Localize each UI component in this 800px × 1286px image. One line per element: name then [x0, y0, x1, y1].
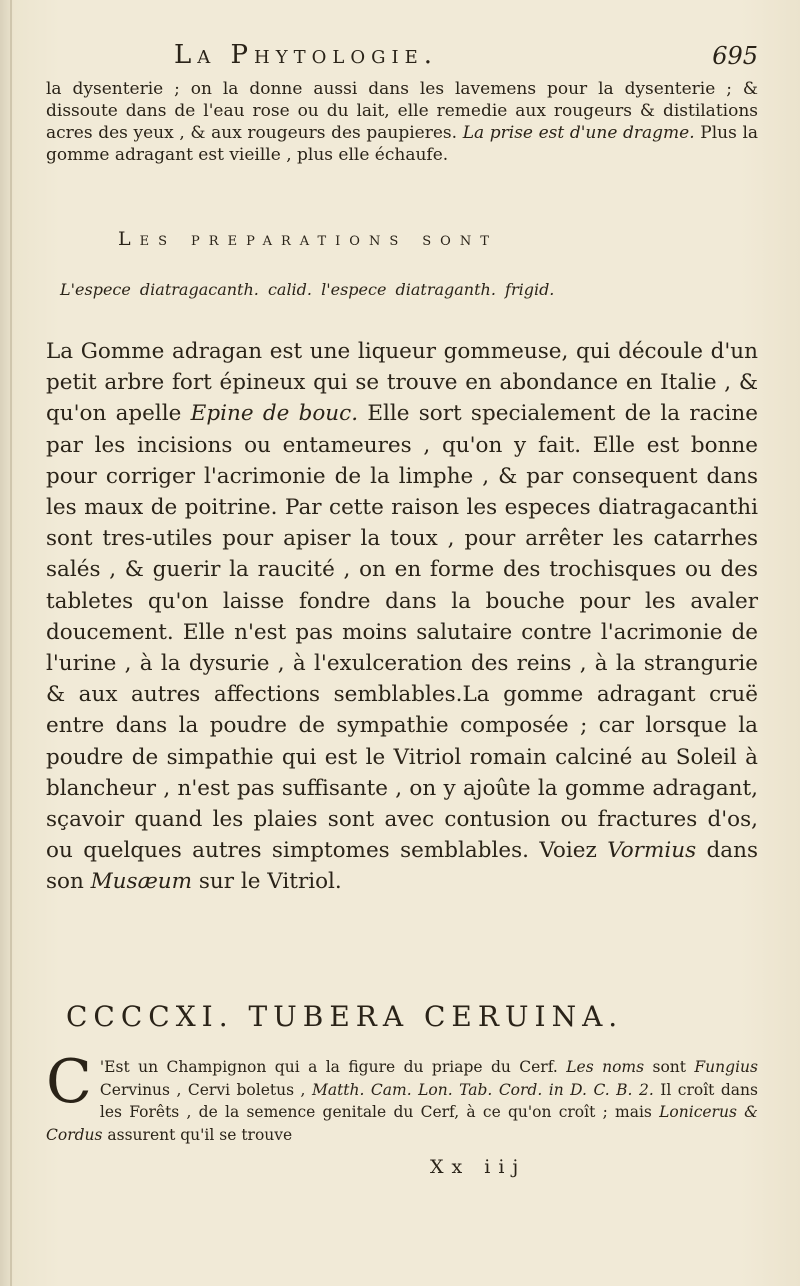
lonicerus: Lonicerus	[659, 1103, 737, 1121]
main-text-d: sur le Vitriol.	[198, 869, 342, 895]
intro-paragraph	[46, 78, 758, 166]
intro-text-b: Plus la gomme adragant est vieille , plus elle échaufe.	[46, 123, 759, 165]
main-text-b: Elle sort specialement de la racine par les incisions ou entameures , qu'on y fait. Elle est bonne pour corriger l'acrimonie de la limphe , & par consequent dans les maux de poitrine. Par cette raison les especes diatragacanthi sont tres-utiles pour apiser la toux , pour arrêter les catarrhes salés , & guerir la raucité , on en forme des trochisques ou des tabletes qu'on laisse fondre dans la bouche pour les avaler doucement. Elle n'est pas moins salutaire contre l'acrimonie de l'urine , à la dysurie , à l'exulceration des reins , à la strangurie & aux autres affections semblables.La gomme adragant cruë entre dans la poudre de sympathie composée ; car lorsque la poudre de simpathie qui est le Vitriol romain calciné au Soleil à blancheur , n'est pas suffisante , on y ajoûte la gomme adragant, sçavoir quand les plaies sont avec contusion ou fractures d'os, ou quelques autres simptomes semblables. Voiez	[46, 401, 758, 864]
fungius: Fungius	[694, 1058, 758, 1076]
references: Matth. Cam. Lon. Tab. Cord. in D. C. B. 2.	[311, 1080, 654, 1099]
names-rest: Cervinus , Cervi boletus ,	[99, 1080, 312, 1099]
final-line-3b: assurent qu'il se trouve	[107, 1125, 293, 1144]
epine-de-bouc: Epine de bouc.	[190, 401, 359, 427]
intro-dose: La prise est d'une dragme.	[462, 123, 695, 143]
main-paragraph	[46, 336, 758, 898]
signature-mark: Xx iij	[430, 1156, 527, 1178]
intro-text-a: la dysenterie ; on la donne aussi dans les lavemens pour la dysenterie ; & dissoute dans de l'eau rose ou du lait, elle remedie aux rougeurs & distilations acres des yeux , & aux rougeurs des paupieres.	[46, 79, 758, 143]
main-text-c: dans son	[46, 838, 758, 895]
running-title: La Phytologie.	[174, 40, 438, 70]
ampersand: &	[744, 1103, 758, 1121]
page-header	[46, 40, 758, 80]
names-mid: sont	[652, 1058, 686, 1076]
final-line-3a: Il croît dans les Forêts , de la semence genitale du Cerf, à ce qu'on croît ; mais	[99, 1080, 758, 1121]
drop-cap: C	[46, 1047, 92, 1117]
section-title: Les preparations sont	[118, 228, 498, 250]
names-label: Les noms	[566, 1058, 645, 1076]
preparations-list: L'espece diatragacanth. calid. l'espece diatraganth. frigid.	[60, 280, 555, 299]
page-fold	[10, 0, 12, 1286]
final-line-1: 'Est un Champignon qui a la figure du priape du Cerf.	[99, 1058, 558, 1076]
main-text-a: La Gomme adragan est une liqueur gommeuse, qui découle d'un petit arbre fort épineux qui se trouve en abondance en Italie , & qu'on apelle	[46, 339, 758, 427]
cordus: Cordus	[46, 1125, 103, 1144]
page-number: 695	[712, 42, 758, 70]
chapter-title: CCCCXI. TUBERA CERUINA.	[66, 1000, 624, 1033]
musaeum-name: Musæum	[90, 869, 193, 895]
final-paragraph	[46, 1047, 758, 1146]
wormius-name: Vormius	[607, 838, 697, 864]
